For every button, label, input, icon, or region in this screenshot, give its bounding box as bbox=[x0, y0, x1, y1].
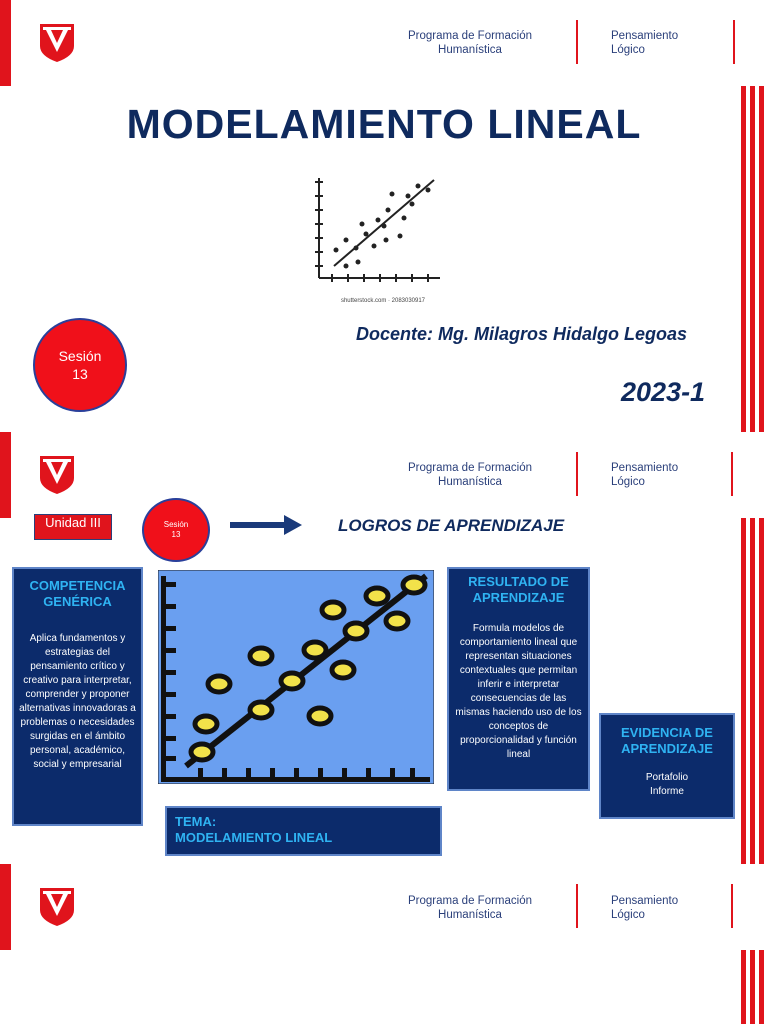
logros-heading: LOGROS DE APRENDIZAJE bbox=[338, 516, 565, 535]
session-badge: Sesión 13 bbox=[33, 318, 127, 412]
third-slide bbox=[0, 864, 768, 1024]
header-course: Pensamiento Lógico bbox=[611, 30, 679, 56]
header-program: Programa de Formación Humanística bbox=[408, 895, 532, 921]
left-red-bar bbox=[0, 432, 11, 518]
evidencia-box: EVIDENCIA DE APRENDIZAJE Portafolio Informe bbox=[599, 713, 735, 819]
header-divider-right bbox=[731, 452, 733, 496]
header-divider bbox=[576, 884, 578, 928]
image-credit: shutterstock.com · 2083030917 bbox=[340, 298, 426, 304]
left-red-bar bbox=[0, 864, 11, 950]
competencia-box: COMPETENCIA GENÉRICA Aplica fundamentos y estrategias del pensamiento crítico y creativo para interpretar, comprender y proponer alternativas innovadoras a problemas o necesidades surgidas en el ámbito personal, académico, social y empresarial bbox=[12, 567, 143, 826]
scatter-plot-image bbox=[296, 162, 471, 312]
university-logo-icon bbox=[40, 24, 74, 62]
header-course: Pensamiento Lógico bbox=[611, 462, 679, 488]
right-red-stripes bbox=[741, 950, 764, 1024]
year-label: 2023-1 bbox=[621, 377, 706, 407]
resultado-box: RESULTADO DE APRENDIZAJE Formula modelos de comportamiento lineal que representan situaciones contextuales que permitan inferir e interpretar consecuencias de las mismas haciendo uso de los conceptos de proporcionalidad y función lineal bbox=[447, 567, 590, 791]
header-divider-right bbox=[731, 884, 733, 928]
university-logo-icon bbox=[40, 456, 74, 494]
left-red-bar bbox=[0, 0, 11, 86]
logros-slide bbox=[0, 432, 768, 864]
session-badge: Sesión 13 bbox=[142, 498, 210, 562]
right-red-stripes bbox=[741, 518, 764, 864]
header-divider-right bbox=[733, 20, 735, 64]
unidad-label: Unidad III bbox=[34, 514, 112, 540]
header-course: Pensamiento Lógico bbox=[611, 895, 679, 921]
arrow-right-icon bbox=[230, 514, 302, 536]
header-program: Programa de Formación Humanística bbox=[408, 462, 532, 488]
header-divider bbox=[576, 20, 578, 64]
university-logo-icon bbox=[40, 888, 74, 926]
tema-box: TEMA: MODELAMIENTO LINEAL bbox=[165, 806, 442, 856]
teacher-name: Docente: Mg. Milagros Hidalgo Legoas bbox=[356, 324, 688, 344]
page-title: MODELAMIENTO LINEAL bbox=[126, 101, 642, 147]
header-divider bbox=[576, 452, 578, 496]
linear-regression-chart bbox=[158, 570, 434, 784]
header-program: Programa de Formación Humanística bbox=[408, 30, 532, 56]
cover-slide bbox=[0, 0, 768, 432]
